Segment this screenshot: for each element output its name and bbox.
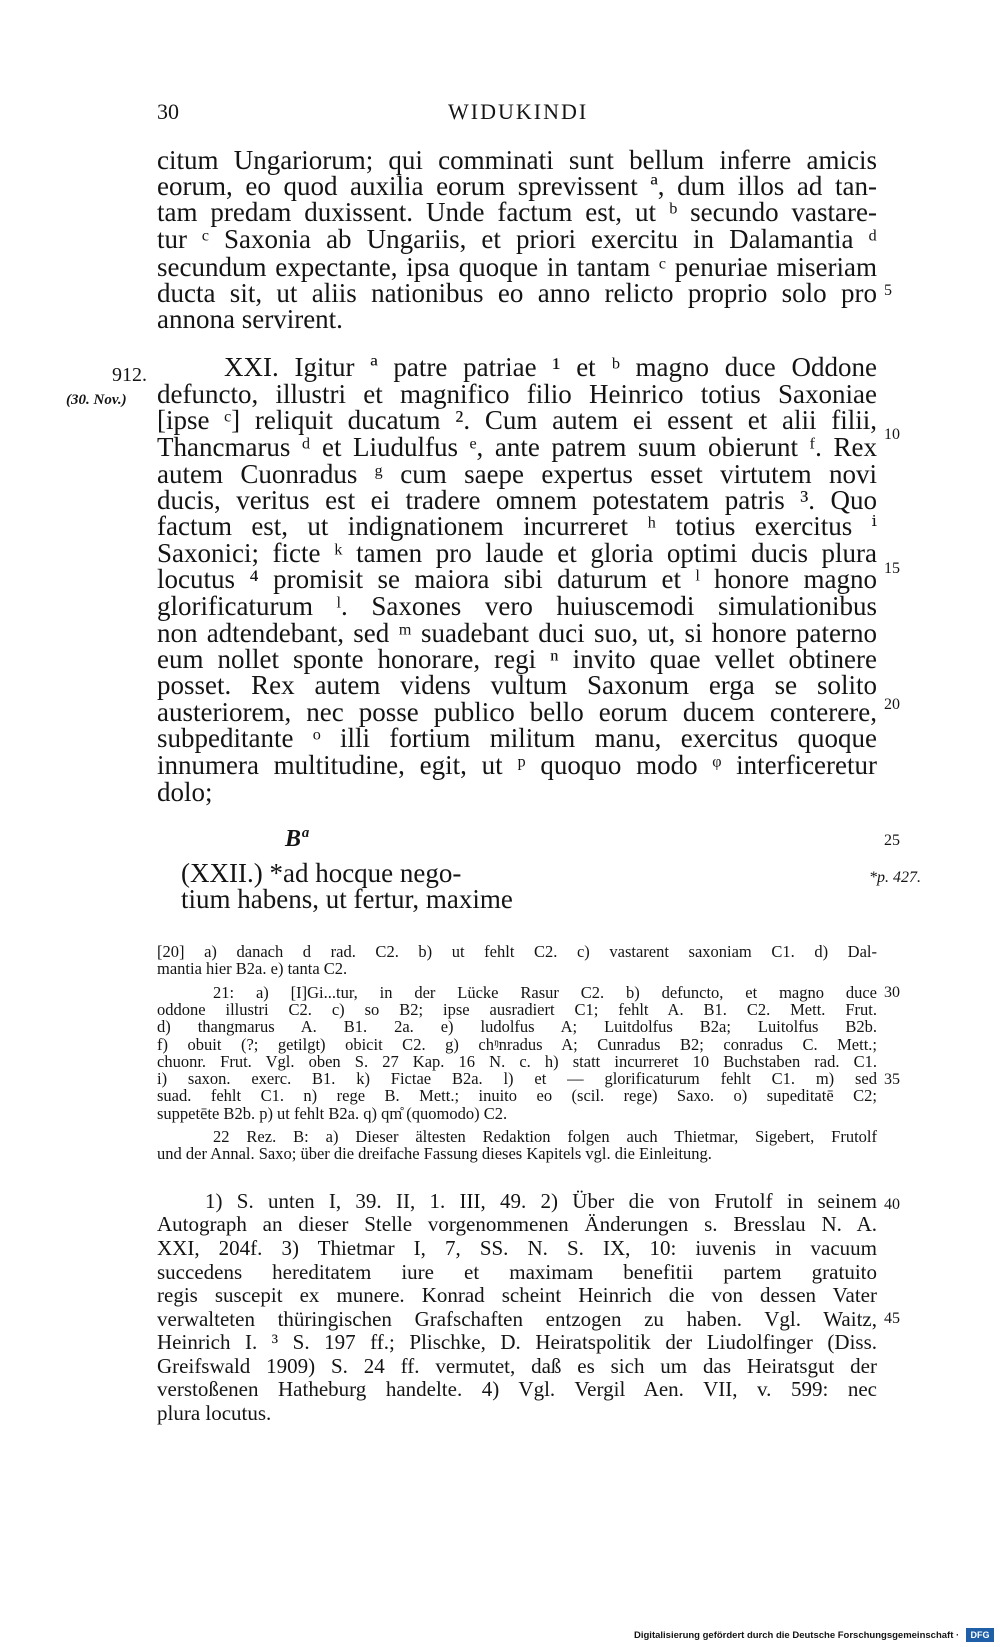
text-line: citum Ungariorum; qui comminati sunt bellum inferre amicis xyxy=(157,145,877,175)
text-line: dolo; xyxy=(157,777,213,807)
digitization-credit: Digitalisierung gefördert durch die Deutsche Forschungsgemeinschaft · xyxy=(634,1630,960,1641)
line-number: 45 xyxy=(884,1310,900,1327)
text-line: autem Cuonradus ᵍ cum saepe expertus esset virtutem novi xyxy=(157,459,877,489)
footnote-line: 1) S. unten I, 39. II, 1. III, 49. 2) Über die von Frutolf in seinem xyxy=(205,1189,877,1213)
text-line: locutus ⁴ promisit se maiora sibi daturum et ˡ honore magno xyxy=(157,564,877,594)
line-number: 10 xyxy=(884,426,900,443)
text-line: eorum, eo quod auxilia eorum sprevissent ª, dum illos ad tan- xyxy=(157,171,877,201)
text-line: factum est, ut indignationem incurreret ʰ totius exercitus ⁱ xyxy=(157,511,877,541)
footnote-line: plura locutus. xyxy=(157,1401,272,1425)
page-reference: *p. 427. xyxy=(869,869,921,886)
footnote-line: verstoßenen Hatheburg handelte. 4) Vgl. Vergil Aen. VII, v. 599: nec xyxy=(157,1377,877,1401)
text-line: austeriorem, nec posse publico bello eorum ducem conterere, xyxy=(157,697,877,727)
footnote-line: Heinrich I. ³ S. 197 ff.; Plischke, D. Heiratspolitik der Liudolfinger (Diss. xyxy=(157,1330,877,1354)
text-line: ducis, veritus est ei tradere omnem potestatem patris ³. Quo xyxy=(157,485,877,515)
line-number: 40 xyxy=(884,1196,900,1213)
apparatus-line: d) thangmarus A. B1. 2a. e) ludolfus A; Luitdolfus B2a; Luitolfus B2b. xyxy=(157,1017,877,1036)
footnote-line: Greifswald 1909) S. 24 ff. vermutet, daß es sich um das Heiratsgut der xyxy=(157,1354,877,1378)
text-line: Thancmarus ᵈ et Liudulfus ᵉ, ante patrem suum obierunt ᶠ. Rex xyxy=(157,432,877,462)
recension-b-siglum: Bª xyxy=(285,826,308,852)
text-line: posset. Rex autem videns vultum Saxonum erga se solito xyxy=(157,670,877,700)
apparatus-line: mantia hier B2a. e) tanta C2. xyxy=(157,959,348,978)
line-number: 30 xyxy=(884,984,900,1001)
apparatus-line: 21: a) [I]Gi...tur, in der Lücke Rasur C2. b) defuncto, et magno duce xyxy=(213,983,877,1002)
text-line: tam predam duxissent. Unde factum est, ut ᵇ secundo vastare- xyxy=(157,197,877,227)
footnote-line: succedens hereditatem iure et maximam benefitii partem gratuito xyxy=(157,1260,877,1284)
line-number: 20 xyxy=(884,696,900,713)
running-head: WIDUKINDI xyxy=(448,99,589,124)
line-number: 15 xyxy=(884,560,900,577)
text-line: [ipse ᶜ] reliquit ducatum ². Cum autem ei essent et alii filii, xyxy=(157,405,877,435)
apparatus-line: und der Annal. Saxo; über die dreifache Fassung dieses Kapitels vgl. die Einleitung. xyxy=(157,1144,712,1163)
line-number: 25 xyxy=(884,832,900,849)
recension-b-line: (XXII.) *ad hocque nego- xyxy=(181,858,462,888)
text-line: Saxonici; ficte ᵏ tamen pro laude et gloria optimi ducis plura xyxy=(157,538,877,568)
text-line: annona servirent. xyxy=(157,304,343,334)
apparatus-line: f) obuit (?; getilgt) obicit C2. g) chᵑnradus A; Cunradus B2; conradus C. Mett.; xyxy=(157,1035,877,1054)
footnote-line: regis suscepit ex munere. Konrad scheint Heinrich die von dessen Vater xyxy=(157,1283,877,1307)
footnote-line: Autograph an dieser Stelle vorgenommenen Änderungen s. Bresslau N. A. xyxy=(157,1212,877,1236)
text-line: innumera multitudine, egit, ut ᵖ quoquo modo ᵠ interficeretur xyxy=(157,750,877,780)
text-line: glorificaturum ˡ. Saxones vero huiuscemodi simulationibus xyxy=(157,591,877,621)
apparatus-line: 22 Rez. B: a) Dieser ältesten Redaktion folgen auch Thietmar, Sigebert, Frutolf xyxy=(213,1127,877,1146)
text-line: tur ᶜ Saxonia ab Ungariis, et priori exercitu in Dalamantia ᵈ xyxy=(157,224,877,254)
chapter-start-line: XXI. Igitur ª patre patriae ¹ et ᵇ magno duce Oddone xyxy=(224,352,877,382)
dfg-logo: DFG xyxy=(966,1628,994,1642)
apparatus-line: chuonr. Frut. Vgl. oben S. 27 Kap. 16 N. c. h) statt incurreret 10 Buchstaben rad. C1. xyxy=(157,1052,877,1071)
margin-year: 912. xyxy=(112,364,147,386)
text-line: ducta sit, ut aliis nationibus eo anno relicto proprio solo pro xyxy=(157,278,877,308)
page-number: 30 xyxy=(157,99,179,124)
line-number: 5 xyxy=(884,282,892,299)
footnote-line: XXI, 204f. 3) Thietmar I, 7, SS. N. S. IX, 10: iuvenis in vacuum xyxy=(157,1236,877,1260)
apparatus-line: suppetēte B2b. p) ut fehlt B2a. q) qm̊ (quomodo) C2. xyxy=(157,1104,508,1123)
line-number: 35 xyxy=(884,1071,900,1088)
apparatus-line: oddone illustri C2. c) so B2; ipse ausradiert C1; fehlt A. B1. C2. Mett. Frut. xyxy=(157,1000,877,1019)
recension-b-line: tium habens, ut fertur, maxime xyxy=(181,884,513,914)
apparatus-line: suad. fehlt C1. n) rege B. Mett.; inuito eo (scil. rege) Saxo. o) supeditatē C2; xyxy=(157,1086,877,1105)
margin-date: (30. Nov.) xyxy=(66,392,127,408)
text-line: defuncto, illustri et magnifico filio Heinrico totius Saxoniae xyxy=(157,379,877,409)
apparatus-line: [20] a) danach d rad. C2. b) ut fehlt C2. c) vastarent saxoniam C1. d) Dal- xyxy=(157,942,877,961)
apparatus-line: i) saxon. exerc. B1. k) Fictae B2a. l) et — glorificaturum fehlt C1. m) sed xyxy=(157,1069,877,1088)
text-line: subpeditante ᵒ illi fortium militum manu, exercitus quoque xyxy=(157,723,877,753)
text-line: secundum expectante, ipsa quoque in tantam ᶜ penuriae miseriam xyxy=(157,252,877,282)
text-line: non adtendebant, sed ᵐ suadebant duci suo, ut, si honore paterno xyxy=(157,618,877,648)
text-line: eum nollet sponte honorare, regi ⁿ invito quae vellet obtinere xyxy=(157,644,877,674)
footnote-line: verwalteten thüringischen Grafschaften entzogen zu haben. Vgl. Waitz, xyxy=(157,1307,877,1331)
